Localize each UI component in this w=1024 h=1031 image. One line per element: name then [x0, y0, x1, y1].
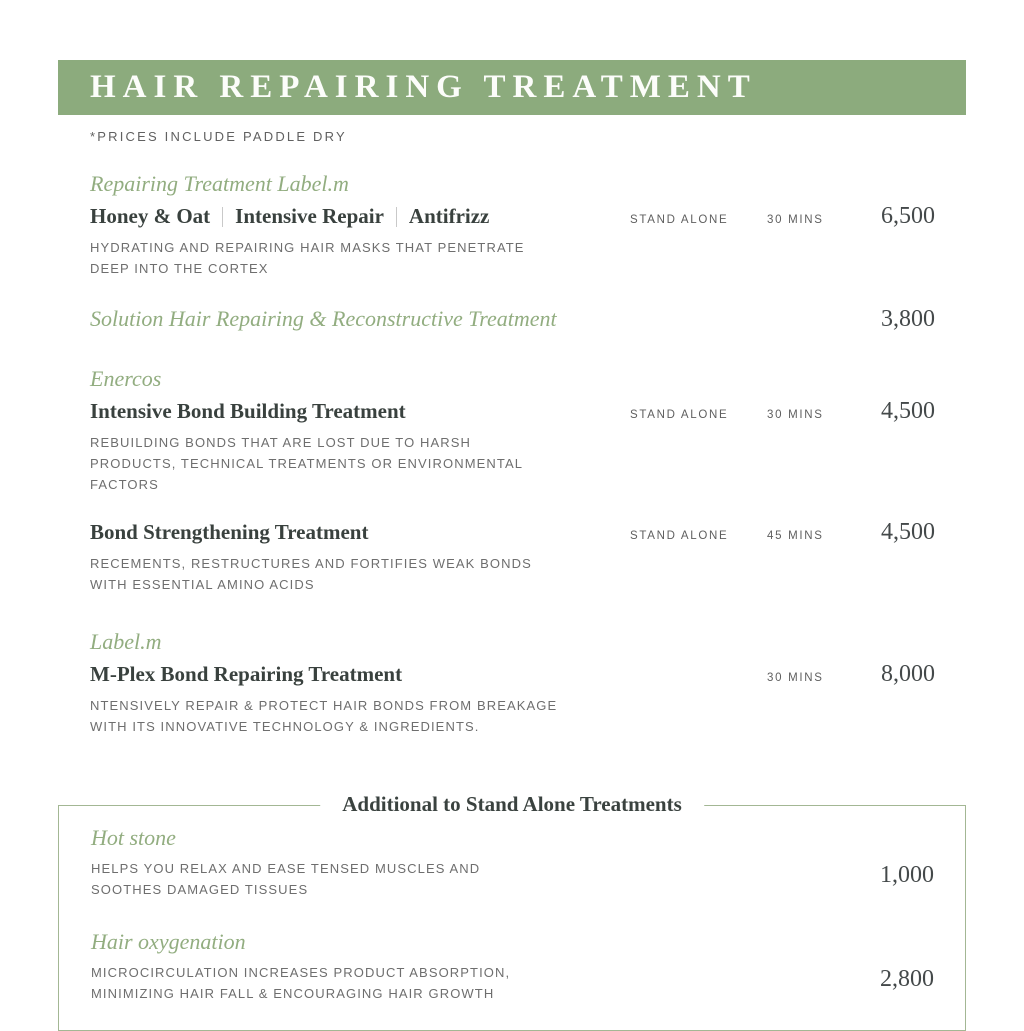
treatment-list	[90, 171, 935, 737]
page-title: HAIR REPAIRING TREATMENT	[90, 69, 757, 105]
name-separator	[396, 207, 397, 227]
section-heading: Label.m	[90, 629, 162, 654]
description-line: PRODUCTS, TECHNICAL TREATMENTS OR ENVIRONMENTAL	[90, 456, 524, 471]
addon-price: 1,000	[880, 862, 934, 888]
header-banner	[58, 60, 966, 115]
duration-label: 30 MINS	[767, 409, 824, 421]
item-price: 8,000	[881, 661, 935, 687]
addon-item	[91, 825, 934, 900]
section-heading: Enercos	[90, 366, 162, 391]
service-item	[90, 398, 935, 495]
section-heading: Repairing Treatment Label.m	[90, 171, 349, 196]
item-price: 3,800	[881, 306, 935, 332]
description-line: MINIMIZING HAIR FALL & ENCOURAGING HAIR GROWTH	[91, 986, 495, 1001]
service-item	[90, 661, 935, 737]
item-name-part: Honey & Oat	[90, 204, 211, 228]
addons-title: Additional to Stand Alone Treatments	[320, 792, 704, 817]
item-name-part: Intensive Repair	[235, 204, 384, 228]
section-labelm	[90, 629, 935, 737]
description-line: HYDRATING AND REPAIRING HAIR MASKS THAT PENETRATE	[90, 240, 525, 255]
description-line: RECEMENTS, RESTRUCTURES AND FORTIFIES WEAK BONDS	[90, 556, 532, 571]
stand-alone-label: STAND ALONE	[630, 409, 729, 421]
item-price: 4,500	[881, 398, 935, 424]
item-description	[90, 432, 935, 495]
item-name: Bond Strengthening Treatment	[90, 520, 369, 544]
description-line: HELPS YOU RELAX AND EASE TENSED MUSCLES AND	[91, 861, 481, 876]
name-separator	[222, 207, 223, 227]
item-description	[90, 695, 935, 737]
description-line: WITH ITS INNOVATIVE TECHNOLOGY & INGREDIENTS.	[90, 719, 480, 734]
service-item-row	[90, 661, 935, 688]
section-repairing-treatment-labelm	[90, 171, 935, 279]
duration-label: 30 MINS	[767, 672, 824, 684]
service-item-row	[90, 203, 935, 230]
description-line: SOOTHES DAMAGED TISSUES	[91, 882, 309, 897]
item-name-part: Antifrizz	[408, 204, 490, 228]
service-item-row	[90, 398, 935, 425]
item-name	[90, 204, 630, 229]
service-item-row	[90, 306, 935, 333]
addon-row	[91, 851, 934, 900]
section-enercos	[90, 366, 935, 595]
section-heading: Solution Hair Repairing & Reconstructive Treatment	[90, 306, 557, 331]
item-name: Intensive Bond Building Treatment	[90, 399, 406, 423]
item-description	[90, 237, 935, 279]
duration-label: 30 MINS	[767, 214, 824, 226]
description-line: WITH ESSENTIAL AMINO ACIDS	[90, 577, 315, 592]
item-description	[90, 553, 935, 595]
addons-box	[58, 792, 966, 1031]
addon-item	[91, 929, 934, 1004]
stand-alone-label: STAND ALONE	[630, 530, 729, 542]
service-item	[90, 519, 935, 595]
description-line: REBUILDING BONDS THAT ARE LOST DUE TO HARSH	[90, 435, 472, 450]
addon-price: 2,800	[880, 966, 934, 992]
service-item-row	[90, 519, 935, 546]
description-line: MICROCIRCULATION INCREASES PRODUCT ABSORPTION,	[91, 965, 511, 980]
description-line: NTENSIVELY REPAIR & PROTECT HAIR BONDS FROM BREAKAGE	[90, 698, 558, 713]
price-note: *PRICES INCLUDE PADDLE DRY	[90, 129, 347, 144]
section-solution-hair-repairing	[90, 306, 935, 333]
duration-label: 45 MINS	[767, 530, 824, 542]
item-name: M-Plex Bond Repairing Treatment	[90, 662, 403, 686]
addon-description	[91, 962, 854, 1004]
addon-name: Hair oxygenation	[91, 929, 246, 954]
addon-row	[91, 955, 934, 1004]
stand-alone-label: STAND ALONE	[630, 214, 729, 226]
item-price: 4,500	[881, 519, 935, 545]
addon-description	[91, 858, 854, 900]
service-item	[90, 203, 935, 279]
addon-name: Hot stone	[91, 825, 176, 850]
item-price: 6,500	[881, 203, 935, 229]
description-line: FACTORS	[90, 477, 159, 492]
description-line: DEEP INTO THE CORTEX	[90, 261, 269, 276]
